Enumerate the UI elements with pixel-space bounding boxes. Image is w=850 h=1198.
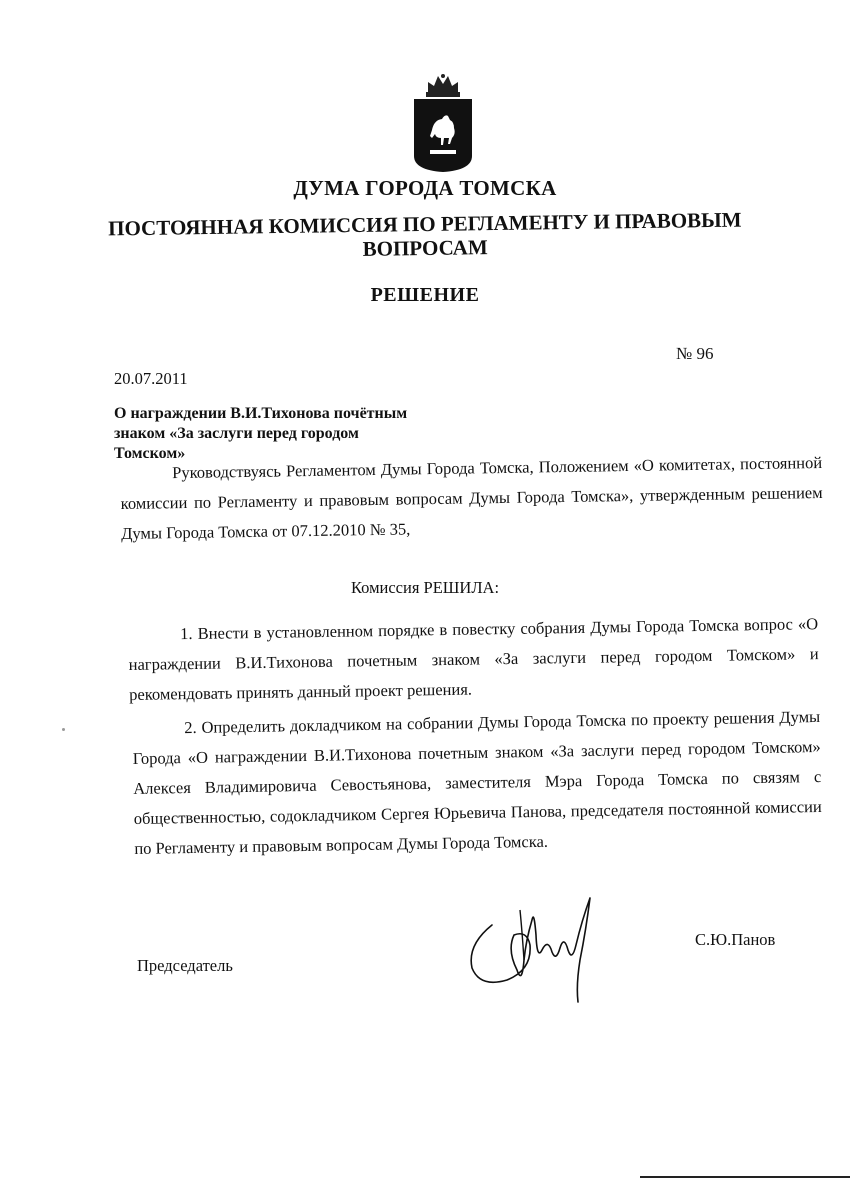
document-date: 20.07.2011	[114, 369, 188, 388]
resolution-item-1: 1. Внести в установленном порядке в повестку собрания Думы Города Томска вопрос «О награждении В.И.Тихонова почетным знаком «За заслуги перед городом Томском» и рекомендовать принять данный проект решения.	[128, 614, 819, 704]
resolution-heading: Комиссия РЕШИЛА:	[350, 578, 500, 597]
scan-speck	[62, 728, 65, 731]
signature-icon	[462, 890, 602, 1005]
signer-role: Председатель	[137, 956, 233, 975]
scan-edge-line	[640, 1176, 850, 1178]
document-subject: О награждении В.И.Тихонова почётным знаком «За заслуги перед городом Томском»	[114, 405, 408, 462]
coat-of-arms-icon	[410, 72, 476, 177]
institution-title: ДУМА ГОРОДА ТОМСКА	[293, 176, 557, 200]
document-type: РЕШЕНИЕ	[370, 284, 480, 306]
resolution-item-2: 2. Определить докладчиком на собрании Думы Города Томска по проекту решения Думы Города «О награждении В.И.Тихонова почетным знаком «За заслуги перед городом Томском» Алексея Владимировича Севостьянова, заместителя Мэра Города Томска по связям с общественностью, содокладчиком Сергея Юрьевича Панова, председателя постоянной комиссии по Регламенту и правовым вопросам Думы Города Томска.	[132, 706, 822, 858]
intro-paragraph: Руководствуясь Регламентом Думы Города Томска, Положением «О комитетах, постоянной комиссии по Регламенту и правовым вопросам Думы Города Томска», утвержденным решением Думы Города Томска от 07.12.2010 № 35,	[120, 452, 823, 543]
signer-name: С.Ю.Панов	[695, 930, 776, 949]
commission-title: ПОСТОЯННАЯ КОМИССИЯ ПО РЕГЛАМЕНТУ И ПРАВОВЫМ ВОПРОСАМ	[107, 207, 742, 261]
document-number: № 96	[676, 344, 714, 363]
